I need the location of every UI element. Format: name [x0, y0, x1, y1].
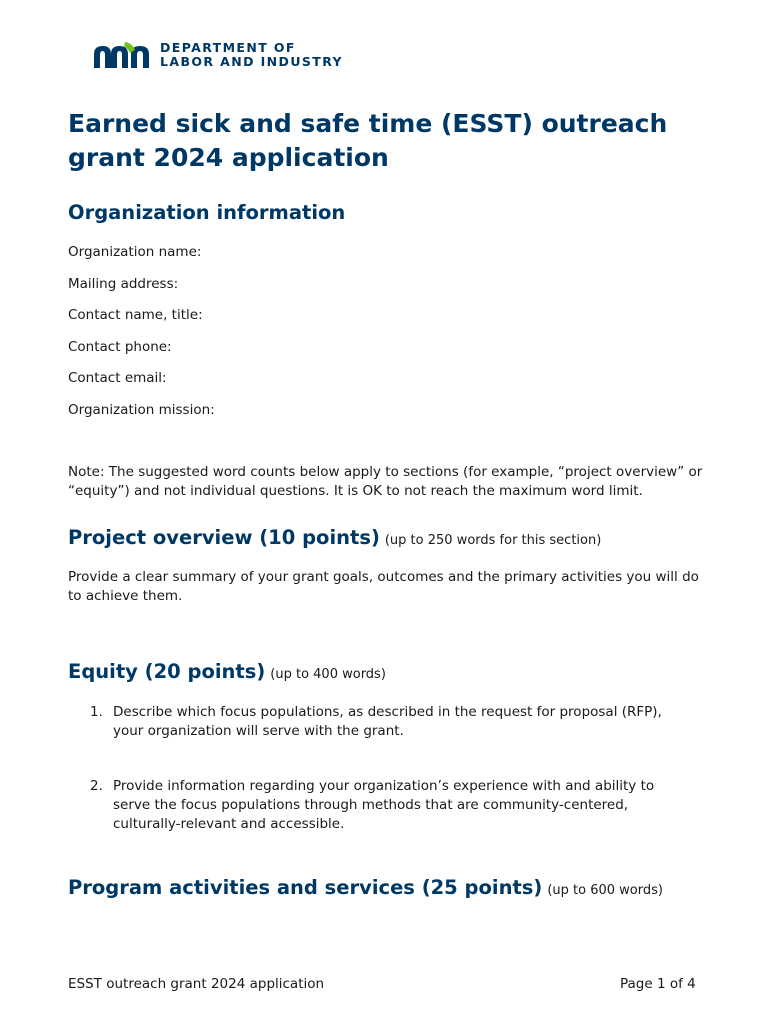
list-number: 2. — [90, 778, 103, 794]
logo-line-2: LABOR AND INDUSTRY — [160, 54, 343, 69]
field-contact-email: Contact email: — [68, 370, 167, 386]
program-activities-title: Program activities and services (25 points) — [68, 876, 543, 899]
equity-limit: (up to 400 words) — [270, 667, 386, 682]
project-overview-text: Provide a clear summary of your grant goals, outcomes and the primary activities you will do to achieve them. — [68, 569, 699, 604]
project-overview-title: Project overview (10 points) — [68, 526, 380, 549]
equity-question-1 — [90, 703, 680, 741]
footer-document-title: ESST outreach grant 2024 application — [68, 976, 325, 992]
equity-question-2 — [90, 777, 680, 834]
project-overview-heading — [68, 526, 601, 553]
logo-text — [160, 41, 343, 69]
project-overview-limit: (up to 250 words for this section) — [384, 533, 602, 548]
equity-title: Equity (20 points) — [68, 660, 266, 683]
list-item-text: Provide information regarding your organization’s experience with and ability to serve the focus populations through methods that are community-centered, culturally-relevant and accessible. — [113, 778, 655, 832]
list-number: 1. — [90, 704, 103, 720]
field-organization-name: Organization name: — [68, 244, 202, 260]
list-item-text: Describe which focus populations, as described in the request for proposal (RFP), your organization will serve with the grant. — [113, 704, 662, 739]
field-contact-phone: Contact phone: — [68, 339, 172, 355]
logo-line-1: DEPARTMENT OF — [160, 40, 296, 55]
page-title: Earned sick and safe time (ESST) outreach grant 2024 application — [68, 109, 668, 172]
program-activities-limit: (up to 600 words) — [547, 883, 663, 898]
field-mailing-address: Mailing address: — [68, 276, 179, 292]
dli-logo — [92, 40, 343, 70]
field-organization-mission: Organization mission: — [68, 402, 215, 418]
equity-heading — [68, 660, 386, 687]
word-count-note: Note: The suggested word counts below apply to sections (for example, “project overview” or “equity”) and not individual questions. It is OK to not reach the maximum word limit. — [68, 464, 703, 499]
organization-info-heading: Organization information — [68, 201, 346, 224]
mn-state-logo-icon — [92, 40, 152, 70]
footer-page-number: Page 1 of 4 — [620, 976, 696, 992]
program-activities-heading — [68, 876, 663, 903]
field-contact-name-title: Contact name, title: — [68, 307, 203, 323]
